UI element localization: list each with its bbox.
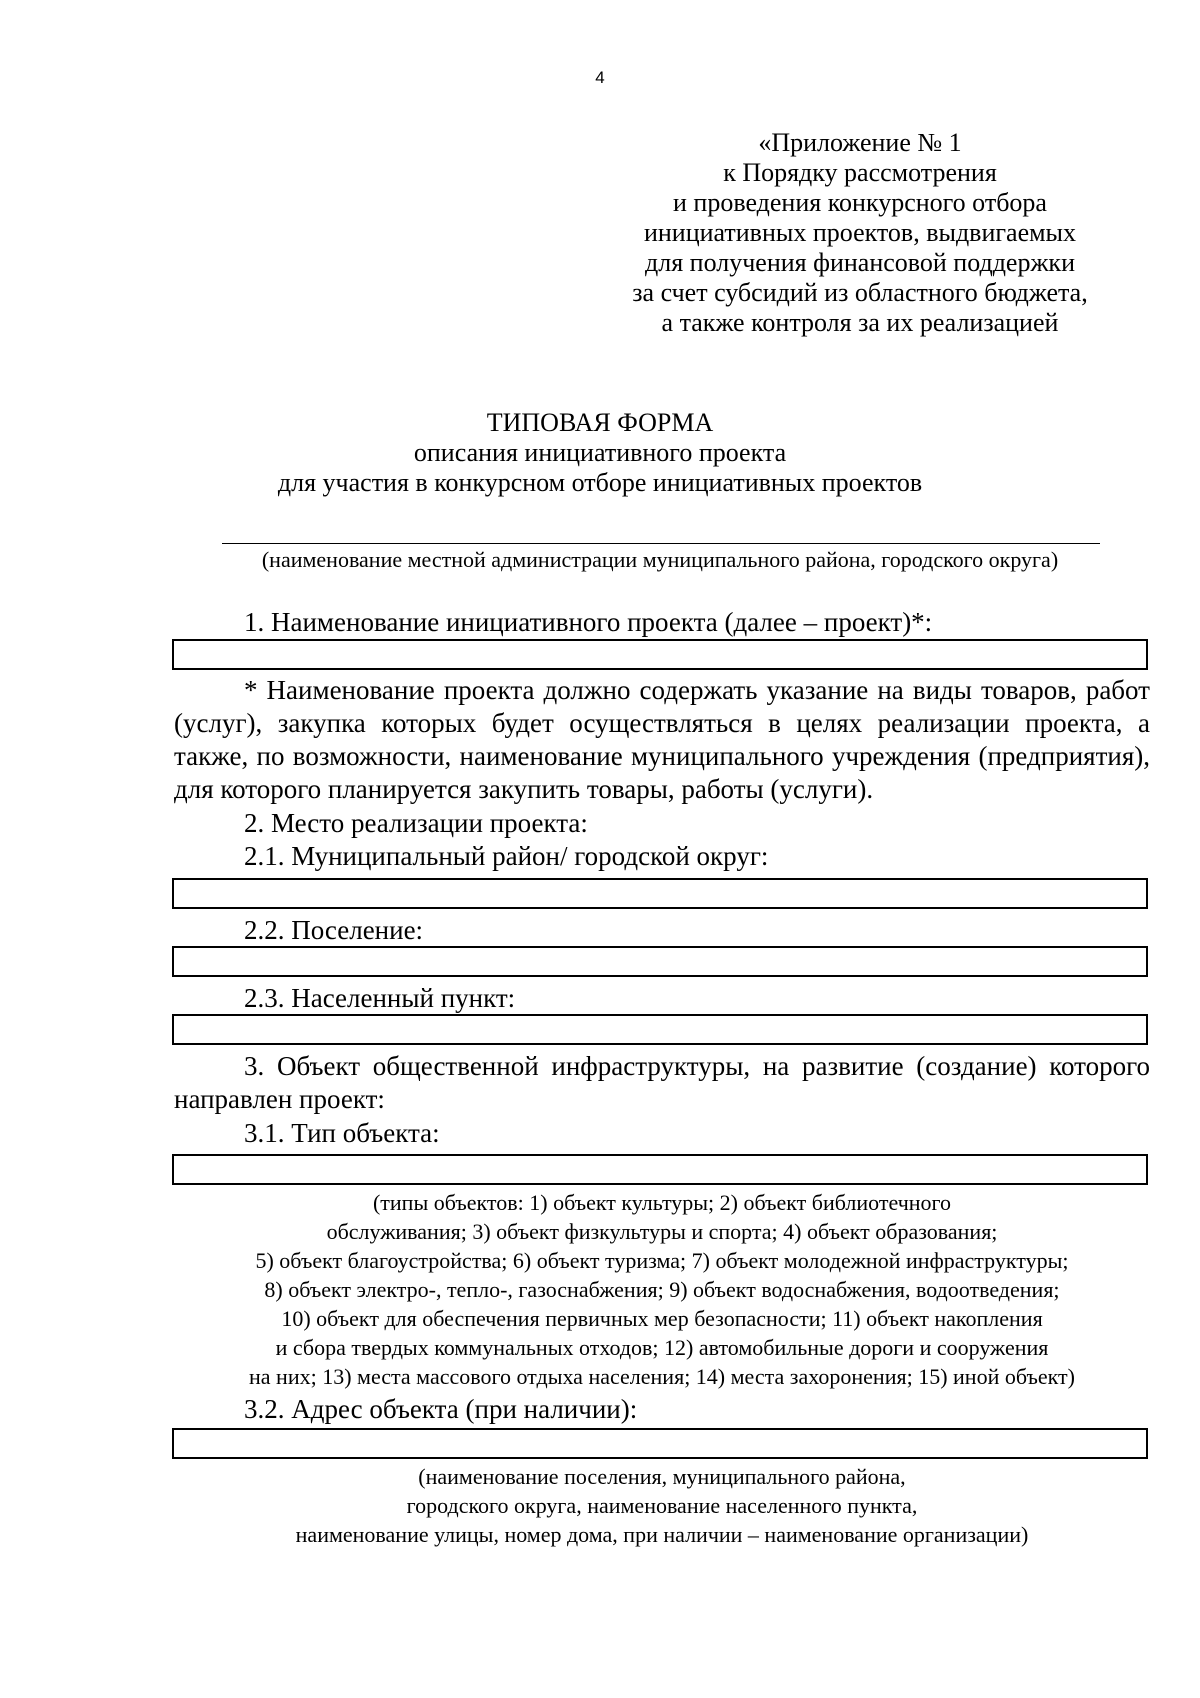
form-title-main: ТИПОВАЯ ФОРМА: [486, 408, 714, 437]
object-type-caption-line: обслуживания; 3) объект физкультуры и спорта; 4) объект образования;: [326, 1219, 998, 1244]
object-type-caption-line: 10) объект для обеспечения первичных мер безопасности; 11) объект накопления: [281, 1306, 1043, 1331]
form-title: [0, 408, 1200, 498]
form-title-line: описания инициативного проекта: [413, 438, 787, 467]
district-field[interactable]: [172, 878, 1148, 909]
object-address-field[interactable]: [172, 1428, 1148, 1459]
object-address-caption-line: (наименование поселения, муниципального района,: [418, 1464, 906, 1489]
appendix-line: и проведения конкурсного отбора: [673, 188, 1047, 217]
appendix-line: а также контроля за их реализацией: [661, 308, 1059, 337]
settlement-field[interactable]: [172, 946, 1148, 977]
locality-field[interactable]: [172, 1014, 1148, 1045]
appendix-line: инициативных проектов, выдвигаемых: [643, 218, 1077, 247]
appendix-line: для получения финансовой поддержки: [645, 248, 1075, 277]
infrastructure-object-label: 3. Объект общественной инфраструктуры, на развитие (создание) которого направлен проект:: [174, 1051, 1150, 1114]
project-name-field[interactable]: [172, 639, 1148, 670]
appendix-header: [600, 128, 1120, 338]
object-type-caption-line: 5) объект благоустройства; 6) объект туризма; 7) объект молодежной инфраструктуры;: [255, 1248, 1069, 1273]
district-label: 2.1. Муниципальный район/ городской округ:: [244, 841, 769, 871]
project-location-label: 2. Место реализации проекта:: [244, 808, 588, 838]
object-type-caption: [174, 1188, 1150, 1391]
project-name-footnote: * Наименование проекта должно содержать указание на виды товаров, работ (услуг), закупка которых будет осуществляться в целях реализации проекта, а также, по возможности, наименование муниципального учреждения (предприятия), для которого планируется закупить товары, работы (услуги).: [174, 675, 1150, 804]
object-type-label: 3.1. Тип объекта:: [244, 1118, 440, 1148]
page-number: 4: [595, 68, 605, 87]
object-type-caption-line: (типы объектов: 1) объект культуры; 2) объект библиотечного: [372, 1190, 952, 1215]
settlement-label: 2.2. Поселение:: [244, 915, 424, 945]
appendix-line: «Приложение № 1: [758, 128, 962, 157]
object-address-label: 3.2. Адрес объекта (при наличии):: [244, 1394, 638, 1424]
project-name-label: 1. Наименование инициативного проекта (далее – проект)*:: [244, 607, 933, 637]
admin-name-caption: (наименование местной администрации муниципального района, городского округа): [261, 547, 1059, 572]
object-type-field[interactable]: [172, 1154, 1148, 1185]
form-title-line: для участия в конкурсном отборе инициативных проектов: [277, 468, 923, 497]
object-type-caption-line: 8) объект электро-, тепло-, газоснабжения; 9) объект водоснабжения, водоотведения;: [264, 1277, 1060, 1302]
object-address-caption-line: наименование улицы, номер дома, при наличии – наименование организации): [295, 1522, 1029, 1547]
locality-label: 2.3. Населенный пункт:: [244, 983, 516, 1013]
admin-name-line[interactable]: [222, 543, 1100, 544]
object-type-caption-line: и сбора твердых коммунальных отходов; 12) автомобильные дороги и сооружения: [275, 1335, 1049, 1360]
appendix-line: за счет субсидий из областного бюджета,: [632, 278, 1088, 307]
appendix-line: к Порядку рассмотрения: [723, 158, 997, 187]
object-type-caption-line: на них; 13) места массового отдыха населения; 14) места захоронения; 15) иной объект): [249, 1364, 1075, 1389]
object-address-caption: [174, 1462, 1150, 1549]
object-address-caption-line: городского округа, наименование населенного пункта,: [406, 1493, 918, 1518]
